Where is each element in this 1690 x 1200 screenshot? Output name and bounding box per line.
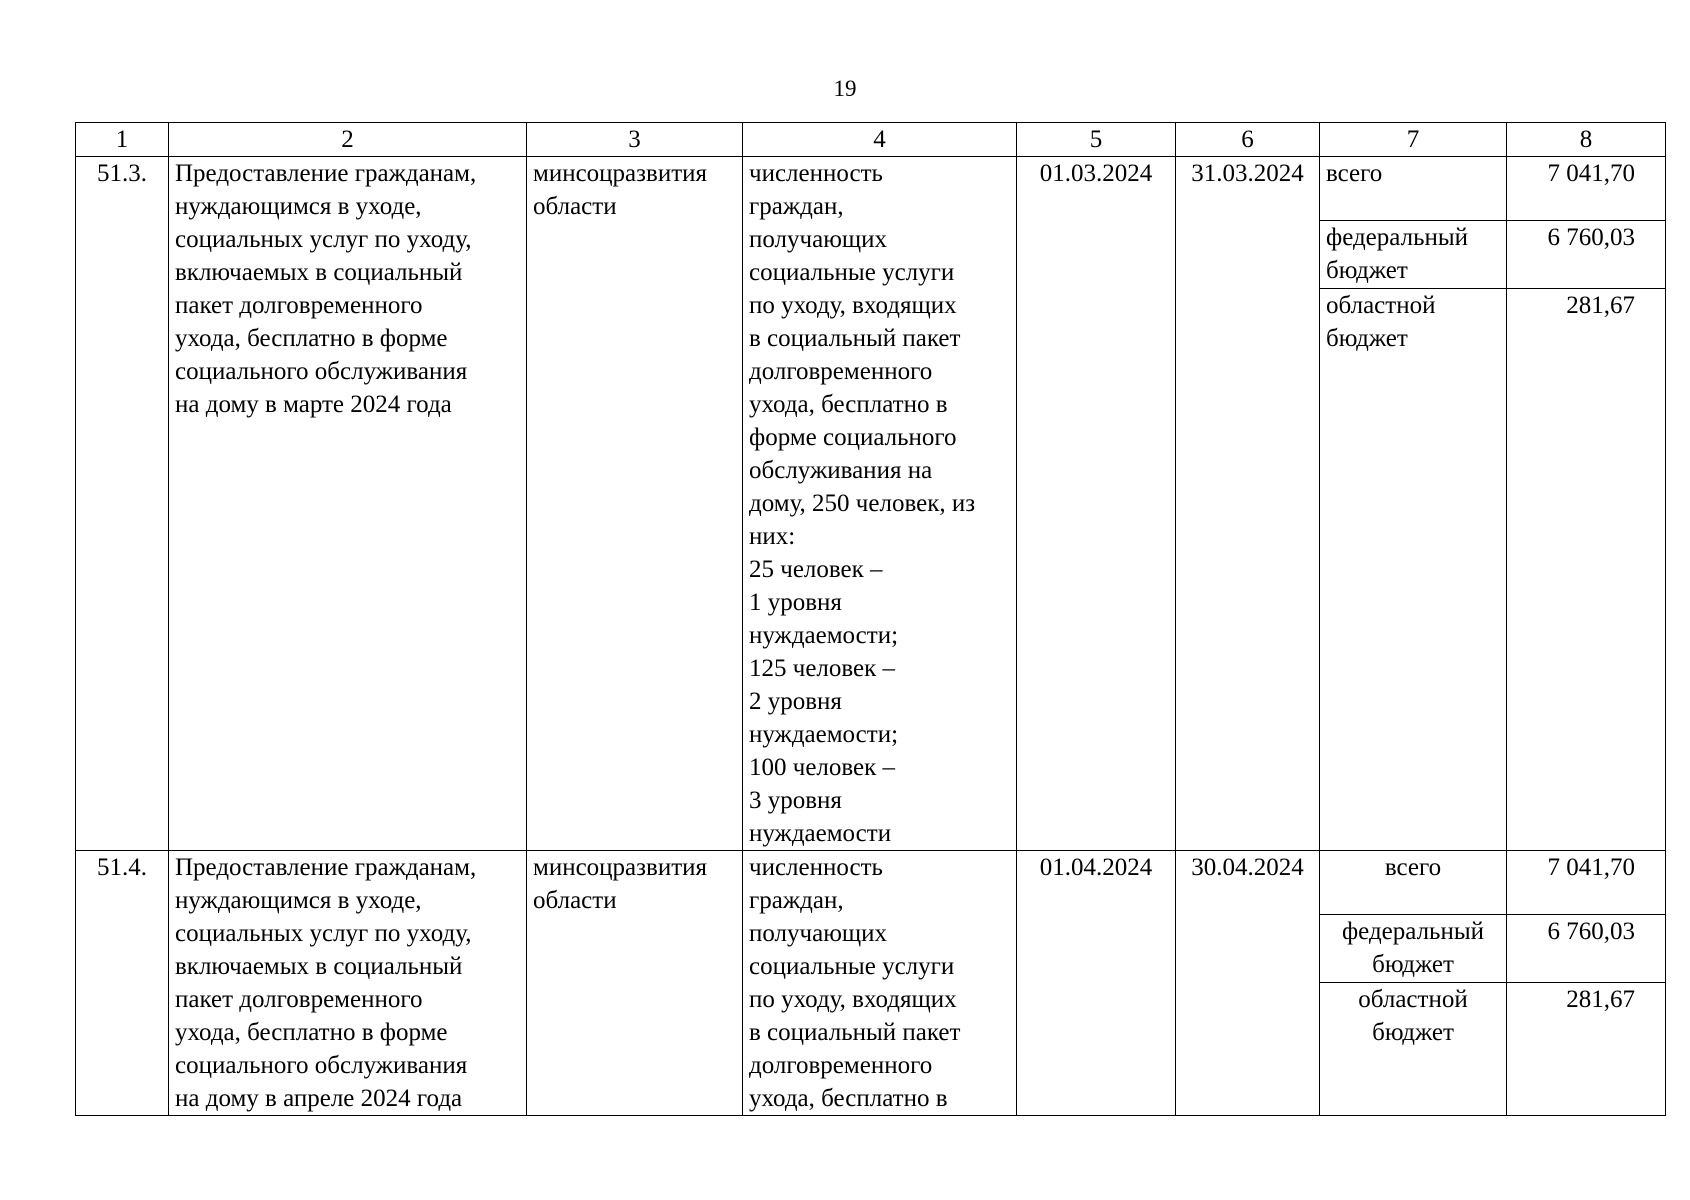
item-indicator xyxy=(743,851,1017,1116)
plan-table xyxy=(75,122,1666,1116)
funding-amount: 7 041,70 xyxy=(1507,851,1666,915)
text-line: минсоцразвития xyxy=(533,854,708,881)
funding-source xyxy=(1320,157,1507,221)
column-number: 1 xyxy=(76,123,169,157)
text-line: бюджет xyxy=(1326,324,1408,352)
text-line: 125 человек – xyxy=(749,655,896,682)
column-number: 4 xyxy=(743,123,1017,157)
text-line: получающих xyxy=(749,226,888,253)
text-line: ухода, бесплатно в xyxy=(749,391,948,418)
text-line: области xyxy=(533,193,617,220)
page-number: 19 xyxy=(833,76,857,101)
text-line: численность xyxy=(749,854,883,881)
text-line: ухода, бесплатно в форме xyxy=(175,1019,448,1046)
funding-source xyxy=(1320,982,1507,1115)
funding-source xyxy=(1320,914,1507,982)
column-number: 6 xyxy=(1176,123,1320,157)
text-line: численность xyxy=(749,160,883,187)
funding-amount: 281,67 xyxy=(1507,288,1666,850)
text-line: в социальный пакет xyxy=(749,325,961,352)
text-line: Предоставление гражданам, xyxy=(175,160,477,187)
funding-amount: 7 041,70 xyxy=(1507,157,1666,221)
text-line: социальные услуги xyxy=(749,953,955,980)
text-line: областной xyxy=(1358,985,1468,1013)
text-line: социальных услуг по уходу, xyxy=(175,920,472,947)
item-description xyxy=(169,851,527,1116)
text-line: социального обслуживания xyxy=(175,358,468,385)
text-line: них: xyxy=(749,523,796,550)
text-line: в социальный пакет xyxy=(749,1019,961,1046)
table-row xyxy=(76,157,1666,221)
text-line: областной xyxy=(1326,291,1436,319)
text-line: нуждаемости xyxy=(749,820,892,847)
column-number: 7 xyxy=(1320,123,1507,157)
text-line: включаемых в социальный xyxy=(175,259,463,286)
text-line: форме социального xyxy=(749,424,957,451)
text-line: федеральный xyxy=(1326,223,1469,251)
text-line: пакет долговременного xyxy=(175,292,423,319)
text-line: граждан, xyxy=(749,193,844,220)
text-line: области xyxy=(533,887,617,914)
text-line: 3 уровня xyxy=(749,787,842,814)
text-line: получающих xyxy=(749,920,888,947)
text-line: бюджет xyxy=(1372,1018,1454,1046)
text-line: всего xyxy=(1326,160,1383,187)
text-line: по уходу, входящих xyxy=(749,292,957,319)
item-number: 51.4. xyxy=(76,851,169,1116)
text-line: 100 человек – xyxy=(749,754,896,781)
item-indicator xyxy=(743,157,1017,851)
text-line: нуждаемости; xyxy=(749,622,899,649)
text-line: долговременного xyxy=(749,358,933,385)
text-line: на дому в апреле 2024 года xyxy=(175,1085,463,1112)
funding-amount: 6 760,03 xyxy=(1507,914,1666,982)
text-line: граждан, xyxy=(749,887,844,914)
text-line: минсоцразвития xyxy=(533,160,708,187)
text-line: нуждающимся в уходе, xyxy=(175,193,422,220)
text-line: 25 человек – xyxy=(749,556,883,583)
start-date: 01.03.2024 xyxy=(1017,157,1176,851)
text-line: ухода, бесплатно в форме xyxy=(175,325,448,352)
funding-source xyxy=(1320,220,1507,288)
column-number: 8 xyxy=(1507,123,1666,157)
text-line: нуждающимся в уходе, xyxy=(175,887,422,914)
text-line: обслуживания на xyxy=(749,457,933,484)
funding-amount: 6 760,03 xyxy=(1507,220,1666,288)
text-line: федеральный xyxy=(1341,917,1485,945)
start-date: 01.04.2024 xyxy=(1017,851,1176,1116)
funding-source xyxy=(1320,288,1507,850)
item-number: 51.3. xyxy=(76,157,169,851)
table-row xyxy=(76,851,1666,915)
item-executor xyxy=(527,157,743,851)
text-line: ухода, бесплатно в xyxy=(749,1085,948,1112)
text-line: дому, 250 человек, из xyxy=(749,490,976,517)
column-number-row xyxy=(76,123,1666,157)
text-line: на дому в марте 2024 года xyxy=(175,391,452,418)
text-line: пакет долговременного xyxy=(175,986,423,1013)
text-line: бюджет xyxy=(1372,950,1454,978)
text-line: социальных услуг по уходу, xyxy=(175,226,472,253)
text-line: включаемых в социальный xyxy=(175,953,463,980)
item-description xyxy=(169,157,527,851)
column-number: 3 xyxy=(527,123,743,157)
text-line: 1 уровня xyxy=(749,589,842,616)
text-line: социальные услуги xyxy=(749,259,955,286)
text-line: Предоставление гражданам, xyxy=(175,854,477,881)
text-line: долговременного xyxy=(749,1052,933,1079)
funding-amount: 281,67 xyxy=(1507,982,1666,1115)
text-line: бюджет xyxy=(1326,256,1408,284)
funding-source xyxy=(1320,851,1507,915)
text-line: нуждаемости; xyxy=(749,721,899,748)
column-number: 5 xyxy=(1017,123,1176,157)
text-line: по уходу, входящих xyxy=(749,986,957,1013)
text-line: социального обслуживания xyxy=(175,1052,468,1079)
text-line: всего xyxy=(1384,854,1442,881)
text-line: 2 уровня xyxy=(749,688,842,715)
end-date: 30.04.2024 xyxy=(1176,851,1320,1116)
column-number: 2 xyxy=(169,123,527,157)
end-date: 31.03.2024 xyxy=(1176,157,1320,851)
item-executor xyxy=(527,851,743,1116)
